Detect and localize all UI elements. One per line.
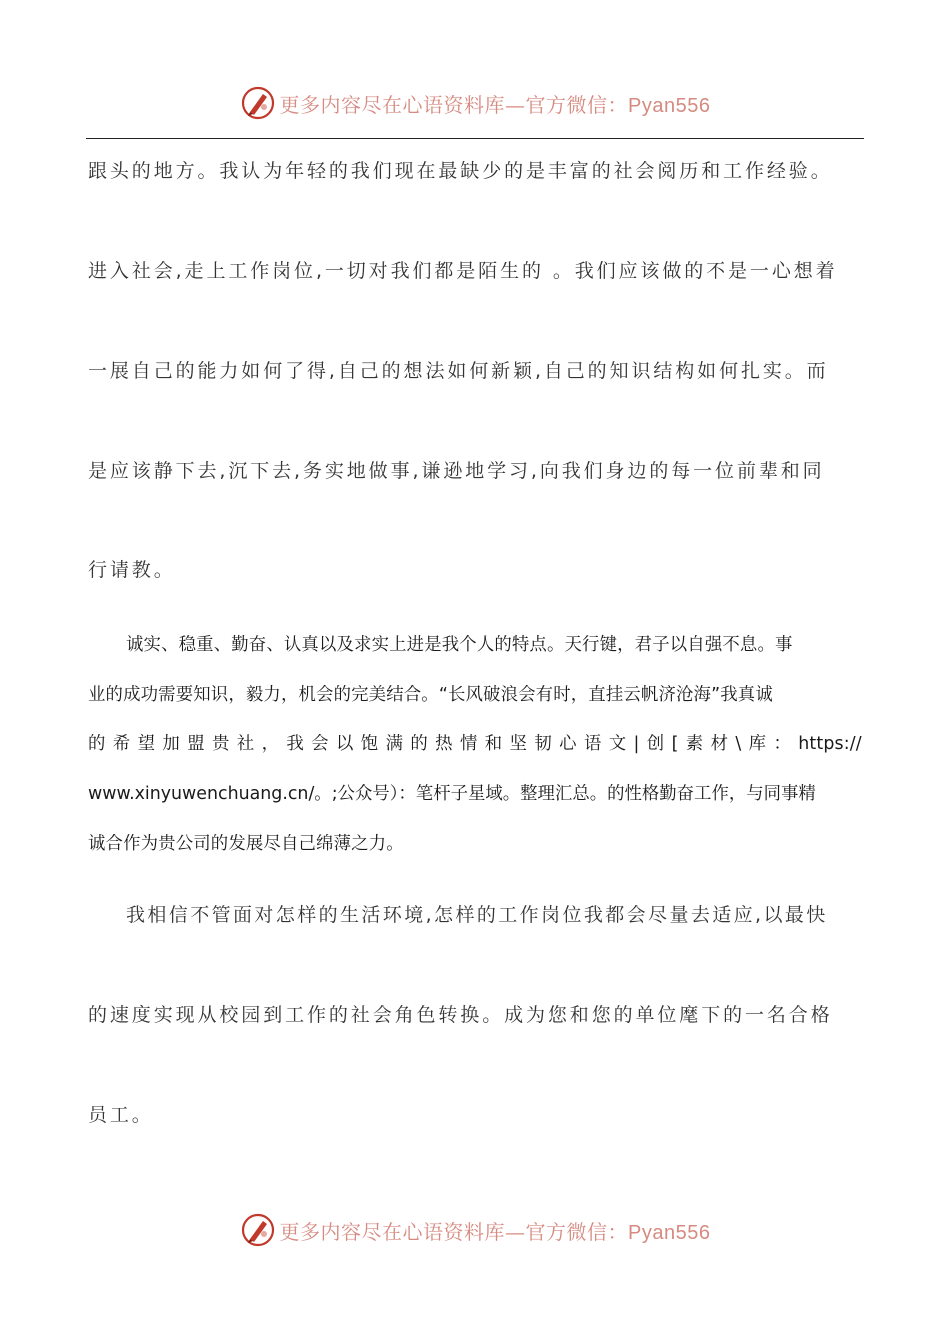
body-line: 一展自己的能力如何了得,自己的想法如何新颖,自己的知识结构如何扎实。而: [88, 360, 829, 382]
body-line: 的速度实现从校园到工作的社会角色转换。成为您和您的单位麾下的一名合格: [88, 1004, 833, 1026]
body-line-token: [: [671, 734, 679, 754]
body-line-token: 和: [484, 734, 503, 754]
body-line: 员工。: [88, 1104, 154, 1126]
footer-banner-text: 更多内容尽在心语资料库—官方微信：: [279, 1219, 629, 1244]
header-banner: [0, 83, 950, 123]
body-line-token: 社: [236, 734, 255, 754]
body-line: 我相信不管面对怎样的生活环境,怎样的工作岗位我都会尽量去适应,以最快: [126, 904, 828, 926]
body-line-token: 坚: [509, 734, 528, 754]
body-line-token: 加: [162, 734, 180, 754]
body-line-token: 满: [385, 734, 404, 754]
body-line-token: 希: [112, 734, 131, 754]
header-wechat-id: Pyan556: [628, 94, 711, 117]
body-line-token: 心: [559, 734, 577, 754]
body-line: 跟头的地方。我认为年轻的我们现在最缺少的是丰富的社会阅历和工作经验。: [88, 160, 833, 182]
body-line: www.xinyuwenchuang.cn/。;公众号）：笔杆子星域。整理汇总。的性格勤奋工作，与同事精: [88, 784, 816, 804]
body-line: 诚实、稳重、勤奋、认真以及求实上进是我个人的特点。天行键，君子以自强不息。事: [126, 635, 793, 655]
footer-wechat-id: Pyan556: [628, 1221, 711, 1244]
body-line-token: 的: [88, 734, 106, 754]
pen-nib-logo-icon: [240, 85, 276, 121]
body-line-token: 创: [646, 734, 665, 754]
body-line: 行请教。: [88, 559, 176, 581]
header-divider: [86, 138, 864, 139]
body-line-token: ，: [261, 734, 280, 754]
body-line: 诚合作为贵公司的发展尽自己绵薄之力。: [88, 834, 404, 854]
body-line-token: 望: [137, 734, 156, 754]
body-line: 业的成功需要知识，毅力，机会的完美结合。“长风破浪会有时，直挂云帆济沧海”我真诚: [88, 685, 773, 705]
body-line-token: 素: [685, 734, 704, 754]
body-line-token: 的: [410, 734, 428, 754]
body-line-token: 以: [335, 734, 354, 754]
body-line-token: 语: [583, 734, 602, 754]
body-line: 进入社会,走上工作岗位,一切对我们都是陌生的 。我们应该做的不是一心想着: [88, 260, 838, 282]
header-banner-text: 更多内容尽在心语资料库—官方微信：: [279, 92, 629, 117]
body-line-token: \: [735, 734, 742, 754]
body-line-token: 盟: [187, 734, 205, 754]
body-line-token: 韧: [534, 734, 552, 754]
body-line-token: 饱: [360, 734, 379, 754]
body-line-token: 会: [311, 734, 329, 754]
pen-nib-logo-icon: [240, 1212, 276, 1248]
body-line-token: ：: [773, 734, 791, 754]
body-line-token: 热: [435, 734, 453, 754]
body-line-token: 我: [286, 734, 304, 754]
body-line-token: 库: [748, 734, 767, 754]
footer-banner: [0, 1210, 950, 1250]
body-line-token: |: [633, 734, 640, 754]
body-line-token: 贵: [211, 734, 230, 754]
body-line-token: 情: [459, 734, 478, 754]
body-line-token: https://: [798, 734, 862, 754]
body-line-justified: [88, 732, 862, 756]
body-line-token: 材: [710, 734, 729, 754]
body-line: 是应该静下去,沉下去,务实地做事,谦逊地学习,向我们身边的每一位前辈和同: [88, 460, 825, 482]
body-line-token: 文: [608, 734, 627, 754]
